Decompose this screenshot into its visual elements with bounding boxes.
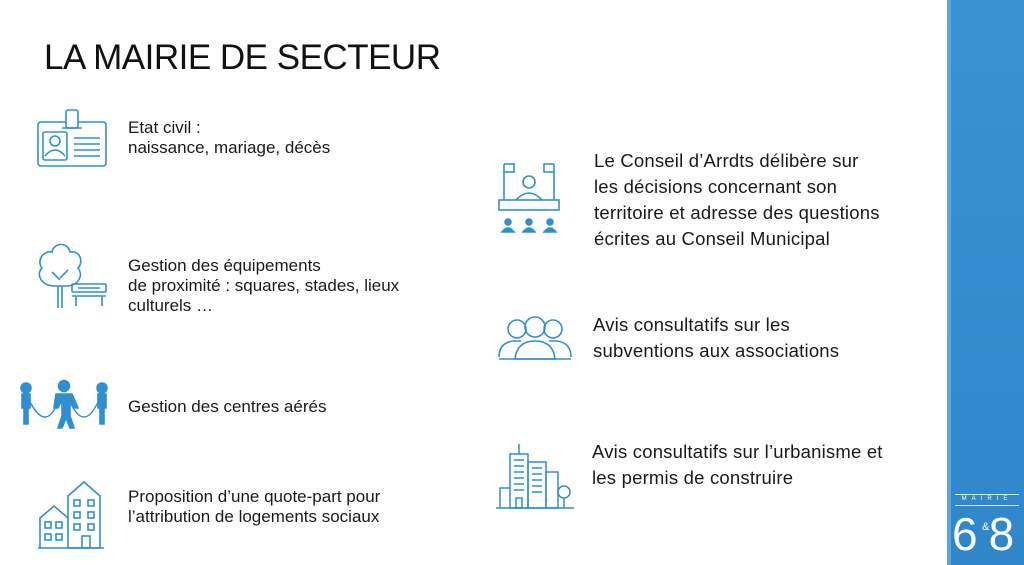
list-item-text: Gestion des centres aérés [128, 397, 327, 416]
logo-ampersand: & [982, 521, 990, 533]
sidebar-band [947, 0, 1024, 565]
list-item-urbanisme [496, 442, 883, 510]
page-title: LA MAIRIE DE SECTEUR [44, 38, 441, 77]
list-item-equipements [34, 234, 399, 316]
city-skyline-icon [496, 442, 574, 510]
children-jump-rope-icon [12, 378, 116, 436]
list-item-centres-aeres [12, 378, 326, 436]
council-meeting-icon [496, 160, 562, 242]
list-item-text: Avis consultatifs sur les subventions aux associations [593, 314, 840, 361]
list-item-text: Le Conseil d’Arrdts délibère sur les décisions concernant son territoire et adresse des questions écrites au Conseil Municipal [594, 150, 880, 249]
logo-number: 6 8 [952, 508, 1012, 560]
buildings-icon [38, 478, 104, 550]
list-item-text: Proposition d’une quote-part pour l’attribution de logements sociaux [128, 487, 381, 526]
logo-rule-bottom [955, 505, 1019, 506]
list-item-conseil [496, 148, 880, 252]
id-card-icon [36, 108, 108, 168]
list-item-text: Avis consultatifs sur l’urbanisme et les permis de construire [592, 441, 883, 488]
logo-rule-top [955, 494, 1019, 495]
list-item-etat-civil [36, 108, 330, 168]
list-item-logements [38, 478, 380, 550]
list-item-text: Gestion des équipements de proximité : squares, stades, lieux culturels … [128, 256, 400, 315]
logo-word: MAIRIE [961, 496, 1013, 502]
list-item-subventions [497, 312, 839, 364]
list-item-text: Etat civil : naissance, mariage, décès [128, 118, 331, 157]
tree-bench-icon [34, 240, 110, 310]
group-people-icon [497, 315, 573, 361]
